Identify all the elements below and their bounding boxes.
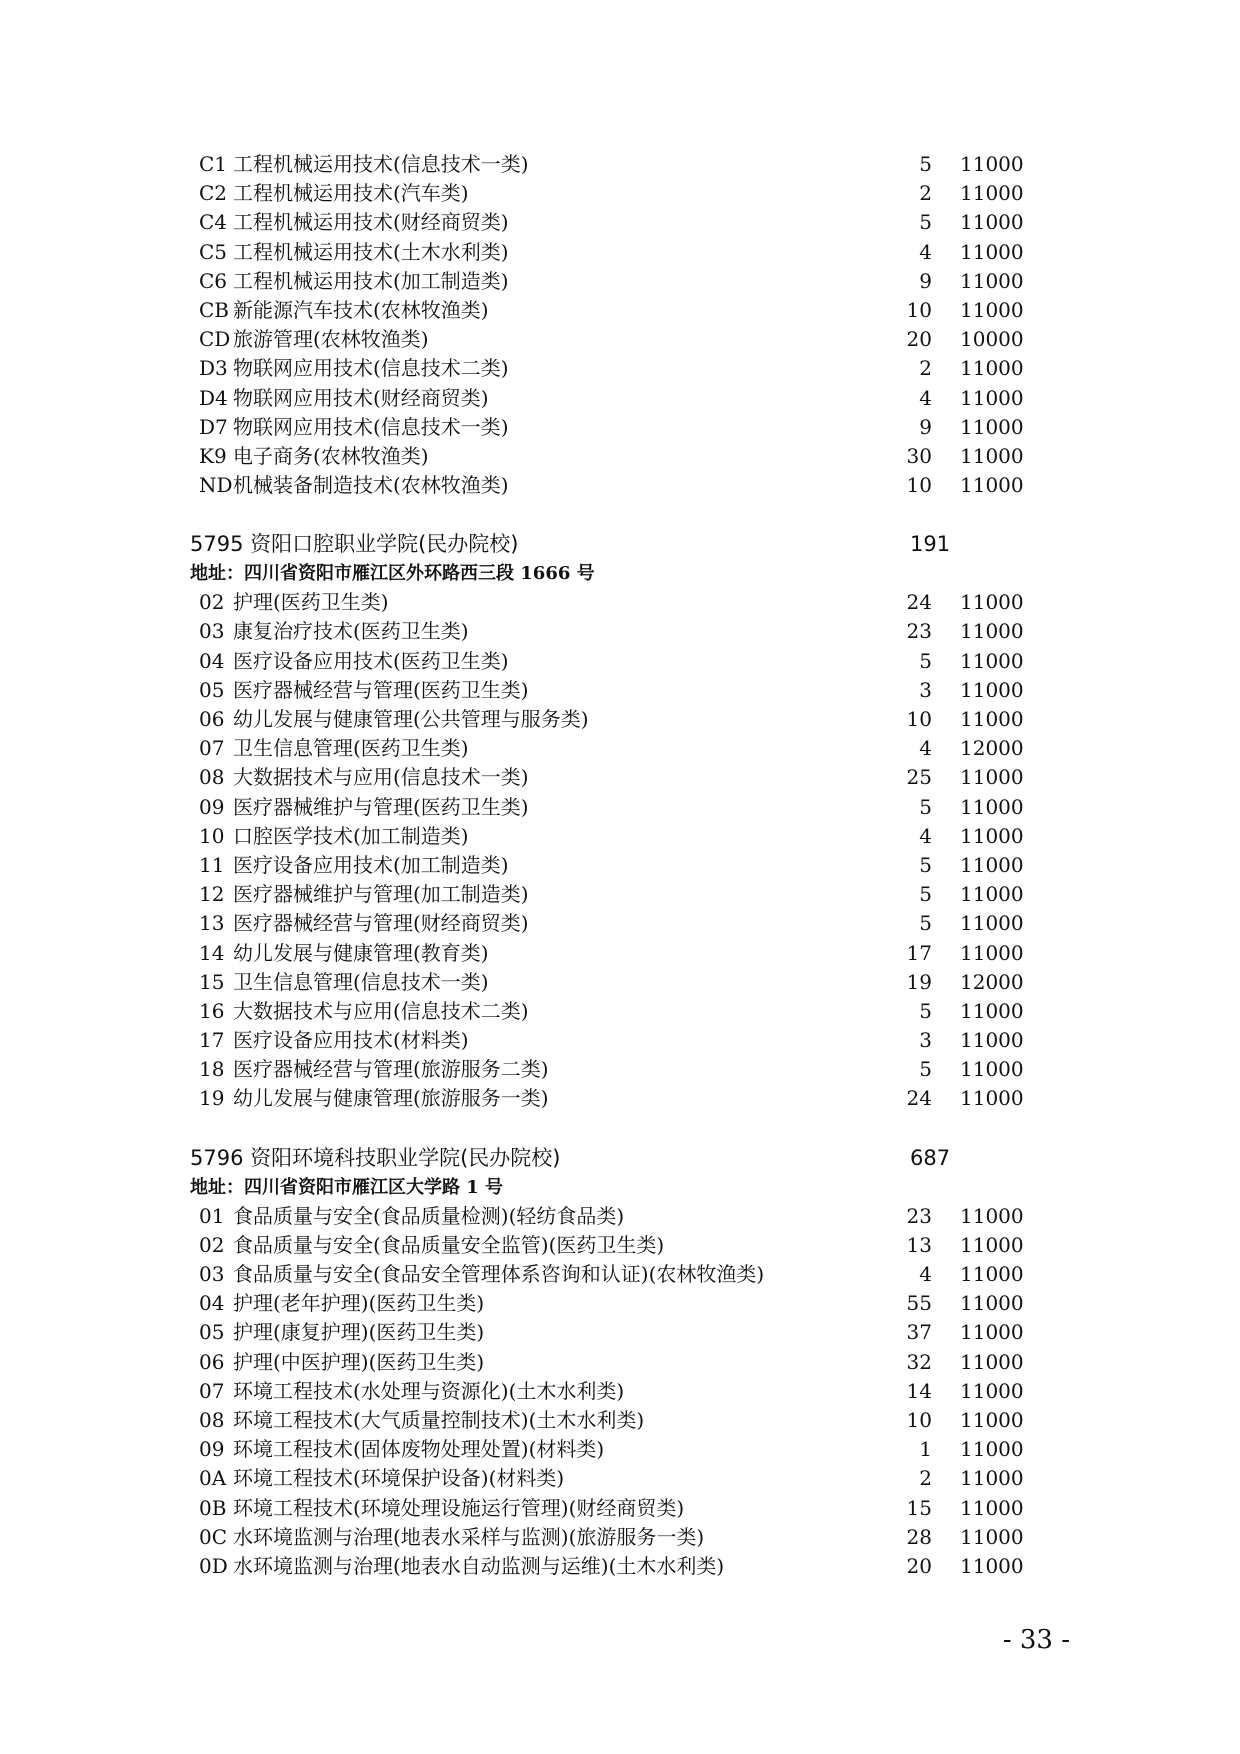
program-count: 5 xyxy=(919,794,932,819)
program-fee: 11000 xyxy=(960,1057,1024,1082)
program-count: 25 xyxy=(906,765,932,790)
program-count: 24 xyxy=(906,1086,932,1111)
program-fee: 11000 xyxy=(960,443,1024,468)
program-count: 2 xyxy=(919,1466,932,1491)
program-count: 5 xyxy=(919,852,932,877)
program-code: C2 xyxy=(199,181,228,206)
program-code: 03 xyxy=(199,1262,225,1286)
program-row xyxy=(190,413,1050,442)
program-name: 医疗器械经营与管理(医药卫生类) xyxy=(233,677,529,702)
program-row xyxy=(190,1406,1050,1435)
program-row xyxy=(190,1494,1050,1523)
program-code: 05 xyxy=(199,1320,225,1345)
program-name: 医疗设备应用技术(加工制造类) xyxy=(233,852,509,877)
program-code: D7 xyxy=(199,414,228,439)
program-count: 19 xyxy=(906,969,932,994)
program-name: 环境工程技术(环境处理设施运行管理)(财经商贸类) xyxy=(233,1495,685,1520)
program-fee: 11000 xyxy=(960,210,1024,235)
program-fee: 11000 xyxy=(960,473,1024,498)
program-count: 2 xyxy=(919,181,932,206)
program-row xyxy=(190,705,1050,734)
school-address: 地址：四川省资阳市雁江区大学路 1 号 xyxy=(190,1176,504,1198)
program-fee: 11000 xyxy=(960,1262,1024,1286)
program-name: 大数据技术与应用(信息技术一类) xyxy=(233,765,529,790)
program-row xyxy=(190,822,1050,851)
program-fee: 11000 xyxy=(960,794,1024,819)
program-count: 5 xyxy=(919,152,932,176)
program-code: 17 xyxy=(199,1028,225,1053)
program-code: 06 xyxy=(199,1349,225,1374)
program-fee: 11000 xyxy=(960,1320,1024,1345)
program-row xyxy=(190,1523,1050,1552)
program-code: 0D xyxy=(199,1553,228,1578)
program-code: CB xyxy=(199,297,229,322)
program-code: 09 xyxy=(199,794,225,819)
program-count: 4 xyxy=(919,239,932,264)
program-name: 工程机械运用技术(加工制造类) xyxy=(233,268,509,293)
program-row xyxy=(190,1084,1050,1113)
enrollment-list xyxy=(190,150,1050,1581)
program-fee: 11000 xyxy=(960,882,1024,907)
continued-program-list xyxy=(190,150,1050,500)
program-code: 06 xyxy=(199,707,225,731)
program-code: 0C xyxy=(199,1524,228,1549)
program-fee: 11000 xyxy=(960,1524,1024,1549)
program-name: 卫生信息管理(医药卫生类) xyxy=(233,736,469,761)
program-fee: 11000 xyxy=(960,590,1024,615)
program-code: C6 xyxy=(199,268,228,293)
program-row xyxy=(190,851,1050,880)
school-total: 191 xyxy=(910,532,951,557)
school-total: 687 xyxy=(910,1145,951,1170)
program-count: 28 xyxy=(906,1524,932,1549)
program-name: 医疗器械经营与管理(旅游服务二类) xyxy=(233,1057,549,1082)
program-code: 07 xyxy=(199,1378,225,1403)
program-name: 工程机械运用技术(汽车类) xyxy=(233,181,469,206)
program-name: 环境工程技术(水处理与资源化)(土木水利类) xyxy=(233,1378,625,1403)
program-count: 9 xyxy=(919,268,932,293)
program-name: 护理(老年护理)(医药卫生类) xyxy=(233,1291,485,1316)
program-code: 18 xyxy=(199,1057,225,1082)
program-count: 10 xyxy=(906,473,932,498)
program-row xyxy=(190,384,1050,413)
program-code: 07 xyxy=(199,736,225,761)
program-count: 17 xyxy=(906,940,932,965)
program-row xyxy=(190,150,1050,179)
program-fee: 12000 xyxy=(960,969,1024,994)
program-name: 环境工程技术(环境保护设备)(材料类) xyxy=(233,1466,565,1491)
program-fee: 11000 xyxy=(960,998,1024,1023)
program-name: 机械装备制造技术(农林牧渔类) xyxy=(233,473,509,498)
program-fee: 11000 xyxy=(960,1028,1024,1053)
program-fee: 11000 xyxy=(960,356,1024,381)
school-address: 地址：四川省资阳市雁江区外环路西三段 1666 号 xyxy=(190,563,595,585)
program-row xyxy=(190,909,1050,938)
program-row xyxy=(190,617,1050,646)
program-count: 5 xyxy=(919,210,932,235)
program-code: C1 xyxy=(199,152,228,176)
program-name: 大数据技术与应用(信息技术二类) xyxy=(233,998,529,1023)
program-code: CD xyxy=(199,327,231,352)
program-code: 19 xyxy=(199,1086,225,1111)
program-row xyxy=(190,1552,1050,1581)
program-fee: 11000 xyxy=(960,765,1024,790)
program-name: 工程机械运用技术(财经商贸类) xyxy=(233,210,509,235)
program-fee: 11000 xyxy=(960,414,1024,439)
program-code: K9 xyxy=(199,443,227,468)
program-fee: 11000 xyxy=(960,268,1024,293)
school-header xyxy=(190,528,1050,560)
program-count: 3 xyxy=(919,677,932,702)
program-name: 幼儿发展与健康管理(教育类) xyxy=(233,940,489,965)
program-name: 物联网应用技术(信息技术一类) xyxy=(233,414,509,439)
program-count: 24 xyxy=(906,590,932,615)
program-code: 0A xyxy=(199,1466,227,1491)
program-count: 1 xyxy=(919,1437,932,1462)
program-name: 医疗设备应用技术(材料类) xyxy=(233,1028,469,1053)
program-row xyxy=(190,238,1050,267)
program-count: 13 xyxy=(906,1232,932,1257)
program-count: 30 xyxy=(906,443,932,468)
program-count: 5 xyxy=(919,911,932,936)
program-count: 9 xyxy=(919,414,932,439)
program-count: 4 xyxy=(919,823,932,848)
program-fee: 11000 xyxy=(960,385,1024,410)
page-number: - 33 - xyxy=(1002,1625,1070,1655)
program-fee: 11000 xyxy=(960,297,1024,322)
program-name: 医疗器械维护与管理(医药卫生类) xyxy=(233,794,529,819)
program-name: 护理(中医护理)(医药卫生类) xyxy=(233,1349,485,1374)
school-header xyxy=(190,1142,1050,1174)
program-code: 09 xyxy=(199,1437,225,1462)
program-name: 卫生信息管理(信息技术一类) xyxy=(233,969,489,994)
program-name: 环境工程技术(固体废物处理处置)(材料类) xyxy=(233,1437,605,1462)
program-name: 水环境监测与治理(地表水采样与监测)(旅游服务一类) xyxy=(233,1524,705,1549)
program-fee: 11000 xyxy=(960,823,1024,848)
program-row xyxy=(190,471,1050,500)
program-fee: 11000 xyxy=(960,1437,1024,1462)
program-row xyxy=(190,354,1050,383)
program-code: D3 xyxy=(199,356,228,381)
program-code: 13 xyxy=(199,911,225,936)
program-count: 55 xyxy=(906,1291,932,1316)
program-name: 食品质量与安全(食品质量安全监管)(医药卫生类) xyxy=(233,1232,665,1257)
program-count: 10 xyxy=(906,297,932,322)
program-name: 物联网应用技术(财经商贸类) xyxy=(233,385,489,410)
program-count: 20 xyxy=(906,327,932,352)
program-count: 3 xyxy=(919,1028,932,1053)
program-fee: 11000 xyxy=(960,852,1024,877)
program-code: 15 xyxy=(199,969,225,994)
program-code: 05 xyxy=(199,677,225,702)
program-fee: 11000 xyxy=(960,1349,1024,1374)
program-row xyxy=(190,763,1050,792)
program-count: 20 xyxy=(906,1553,932,1578)
program-code: 02 xyxy=(199,590,225,615)
program-row xyxy=(190,734,1050,763)
program-count: 15 xyxy=(906,1495,932,1520)
program-fee: 11000 xyxy=(960,1203,1024,1228)
program-row xyxy=(190,939,1050,968)
program-code: D4 xyxy=(199,385,228,410)
program-code: 11 xyxy=(199,852,225,877)
program-row xyxy=(190,1289,1050,1318)
program-row xyxy=(190,1260,1050,1289)
program-code: 04 xyxy=(199,1291,225,1316)
program-fee: 11000 xyxy=(960,1495,1024,1520)
school-title: 5795 资阳口腔职业学院(民办院校) xyxy=(190,532,519,557)
program-count: 5 xyxy=(919,648,932,673)
program-name: 旅游管理(农林牧渔类) xyxy=(233,327,429,352)
program-fee: 11000 xyxy=(960,1291,1024,1316)
program-name: 幼儿发展与健康管理(旅游服务一类) xyxy=(233,1086,549,1111)
program-code: 08 xyxy=(199,1407,225,1432)
program-row xyxy=(190,1377,1050,1406)
program-count: 10 xyxy=(906,1407,932,1432)
program-fee: 11000 xyxy=(960,648,1024,673)
program-fee: 11000 xyxy=(960,1086,1024,1111)
program-count: 4 xyxy=(919,385,932,410)
school-title: 5796 资阳环境科技职业学院(民办院校) xyxy=(190,1145,561,1170)
program-fee: 11000 xyxy=(960,181,1024,206)
program-name: 食品质量与安全(食品质量检测)(轻纺食品类) xyxy=(233,1203,625,1228)
program-name: 护理(医药卫生类) xyxy=(233,590,389,615)
program-name: 食品质量与安全(食品安全管理体系咨询和认证)(农林牧渔类) xyxy=(233,1262,765,1286)
program-count: 2 xyxy=(919,356,932,381)
program-count: 10 xyxy=(906,707,932,731)
program-fee: 12000 xyxy=(960,736,1024,761)
program-row xyxy=(190,968,1050,997)
program-row xyxy=(190,1464,1050,1493)
program-name: 环境工程技术(大气质量控制技术)(土木水利类) xyxy=(233,1407,645,1432)
program-name: 医疗设备应用技术(医药卫生类) xyxy=(233,648,509,673)
program-code: 10 xyxy=(199,823,225,848)
program-count: 37 xyxy=(906,1320,932,1345)
program-fee: 10000 xyxy=(960,327,1024,352)
program-fee: 11000 xyxy=(960,707,1024,731)
program-fee: 11000 xyxy=(960,1232,1024,1257)
program-fee: 11000 xyxy=(960,152,1024,176)
program-row xyxy=(190,442,1050,471)
program-name: 工程机械运用技术(土木水利类) xyxy=(233,239,509,264)
program-code: C5 xyxy=(199,239,228,264)
program-name: 护理(康复护理)(医药卫生类) xyxy=(233,1320,485,1345)
program-name: 康复治疗技术(医药卫生类) xyxy=(233,619,469,644)
school-sections xyxy=(190,528,1050,1581)
program-count: 4 xyxy=(919,1262,932,1286)
program-code: 16 xyxy=(199,998,225,1023)
program-code: 03 xyxy=(199,619,225,644)
program-fee: 11000 xyxy=(960,1553,1024,1578)
program-name: 口腔医学技术(加工制造类) xyxy=(233,823,469,848)
program-fee: 11000 xyxy=(960,911,1024,936)
program-row xyxy=(190,267,1050,296)
program-row xyxy=(190,1348,1050,1377)
program-row xyxy=(190,1231,1050,1260)
program-row xyxy=(190,997,1050,1026)
program-code: 01 xyxy=(199,1203,225,1228)
program-fee: 11000 xyxy=(960,1407,1024,1432)
program-fee: 11000 xyxy=(960,1466,1024,1491)
program-count: 14 xyxy=(906,1378,932,1403)
program-code: 08 xyxy=(199,765,225,790)
program-row xyxy=(190,325,1050,354)
program-row xyxy=(190,1202,1050,1231)
program-row xyxy=(190,676,1050,705)
program-name: 电子商务(农林牧渔类) xyxy=(233,443,429,468)
program-count: 23 xyxy=(906,1203,932,1228)
program-fee: 11000 xyxy=(960,1378,1024,1403)
program-row xyxy=(190,793,1050,822)
program-code: 14 xyxy=(199,940,225,965)
program-count: 5 xyxy=(919,1057,932,1082)
program-code: 04 xyxy=(199,648,225,673)
program-row xyxy=(190,1055,1050,1084)
program-row xyxy=(190,1435,1050,1464)
program-count: 5 xyxy=(919,882,932,907)
program-name: 工程机械运用技术(信息技术一类) xyxy=(233,152,529,176)
program-fee: 11000 xyxy=(960,677,1024,702)
program-code: 0B xyxy=(199,1495,227,1520)
program-name: 幼儿发展与健康管理(公共管理与服务类) xyxy=(233,707,589,731)
program-row xyxy=(190,1026,1050,1055)
program-count: 32 xyxy=(906,1349,932,1374)
program-row xyxy=(190,880,1050,909)
program-name: 新能源汽车技术(农林牧渔类) xyxy=(233,297,489,322)
program-code: C4 xyxy=(199,210,228,235)
program-fee: 11000 xyxy=(960,940,1024,965)
program-name: 医疗器械维护与管理(加工制造类) xyxy=(233,882,529,907)
program-name: 水环境监测与治理(地表水自动监测与运维)(土木水利类) xyxy=(233,1553,725,1578)
program-code: ND xyxy=(199,473,233,498)
program-code: 12 xyxy=(199,882,225,907)
program-row xyxy=(190,296,1050,325)
program-name: 医疗器械经营与管理(财经商贸类) xyxy=(233,911,529,936)
program-row xyxy=(190,588,1050,617)
school-section xyxy=(190,1142,1050,1581)
program-count: 23 xyxy=(906,619,932,644)
program-fee: 11000 xyxy=(960,239,1024,264)
program-row xyxy=(190,179,1050,208)
program-row xyxy=(190,1318,1050,1347)
program-row xyxy=(190,647,1050,676)
program-name: 物联网应用技术(信息技术二类) xyxy=(233,356,509,381)
school-section xyxy=(190,528,1050,1113)
program-count: 4 xyxy=(919,736,932,761)
program-code: 02 xyxy=(199,1232,225,1257)
program-row xyxy=(190,208,1050,237)
program-count: 5 xyxy=(919,998,932,1023)
program-fee: 11000 xyxy=(960,619,1024,644)
